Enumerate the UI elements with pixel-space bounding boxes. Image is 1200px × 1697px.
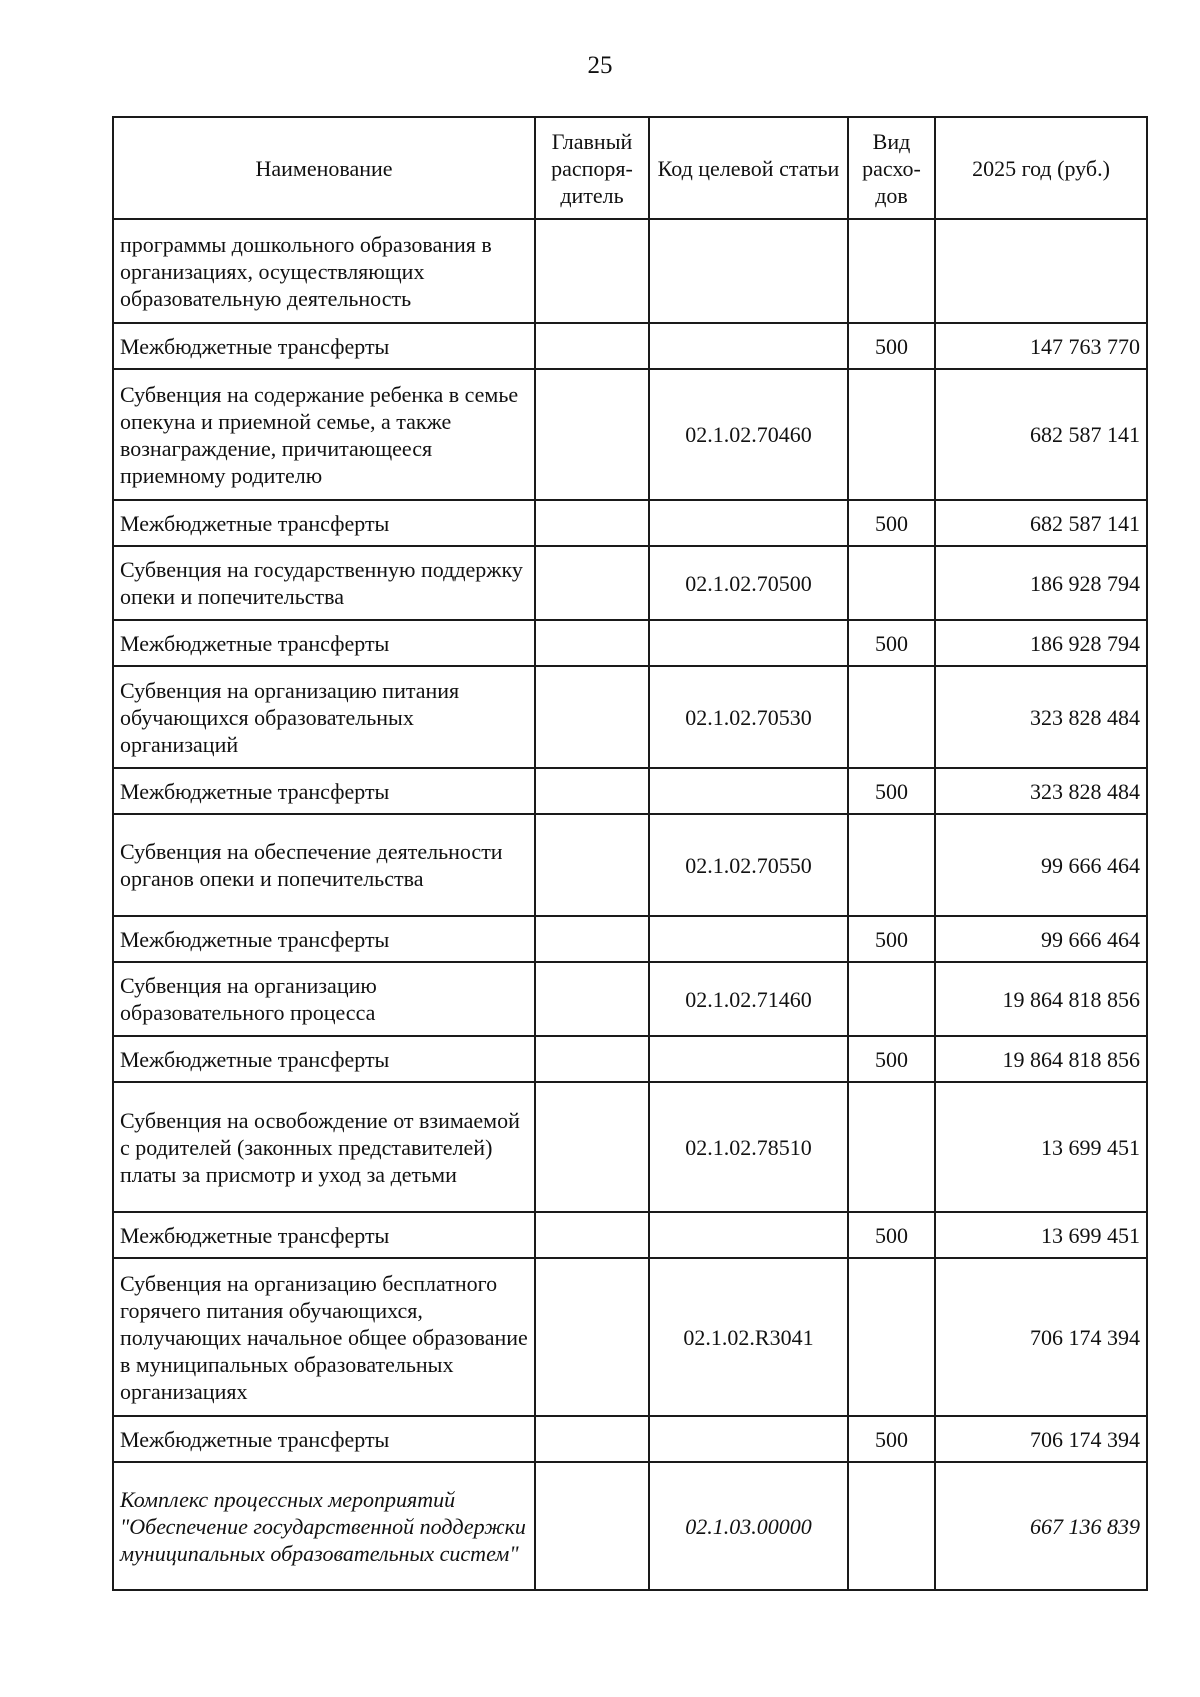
cell-name: Субвенция на освобождение от взимаемой с родителей (законных представителей) платы за присмотр и уход за детьми <box>113 1082 535 1212</box>
cell-amount: 706 174 394 <box>935 1416 1147 1462</box>
cell-type <box>848 369 935 500</box>
cell-name: Субвенция на обеспечение деятельности органов опеки и попечительства <box>113 814 535 916</box>
cell-type <box>848 666 935 768</box>
cell-manager <box>535 500 649 546</box>
page-number: 25 <box>587 52 613 79</box>
cell-name: программы дошкольного образования в организациях, осуществляющих образовательную деятельность <box>113 219 535 323</box>
cell-manager <box>535 323 649 369</box>
cell-manager <box>535 219 649 323</box>
table-row <box>113 500 1147 546</box>
cell-manager <box>535 1416 649 1462</box>
cell-amount: 706 174 394 <box>935 1258 1147 1416</box>
cell-amount: 682 587 141 <box>935 500 1147 546</box>
table-row <box>113 1082 1147 1212</box>
cell-code: 02.1.02.70460 <box>649 369 848 500</box>
table-row <box>113 1258 1147 1416</box>
cell-amount: 19 864 818 856 <box>935 962 1147 1036</box>
cell-code <box>649 1212 848 1258</box>
cell-name: Субвенция на организацию питания обучающихся образовательных организаций <box>113 666 535 768</box>
cell-manager <box>535 768 649 814</box>
cell-code <box>649 219 848 323</box>
cell-amount: 13 699 451 <box>935 1212 1147 1258</box>
cell-manager <box>535 1212 649 1258</box>
header-amount: 2025 год (руб.) <box>935 117 1147 219</box>
cell-name: Межбюджетные трансферты <box>113 500 535 546</box>
cell-code <box>649 768 848 814</box>
cell-code <box>649 916 848 962</box>
cell-name: Межбюджетные трансферты <box>113 916 535 962</box>
cell-type: 500 <box>848 620 935 666</box>
cell-amount: 323 828 484 <box>935 666 1147 768</box>
cell-amount: 99 666 464 <box>935 916 1147 962</box>
cell-code <box>649 323 848 369</box>
table-header-row <box>113 117 1147 219</box>
cell-manager <box>535 546 649 620</box>
cell-code <box>649 500 848 546</box>
cell-amount: 186 928 794 <box>935 620 1147 666</box>
cell-name: Субвенция на содержание ребенка в семье опекуна и приемной семье, а также вознаграждение, причитающееся приемному родителю <box>113 369 535 500</box>
cell-manager <box>535 1036 649 1082</box>
cell-code: 02.1.03.00000 <box>649 1462 848 1590</box>
cell-name: Межбюджетные трансферты <box>113 1416 535 1462</box>
cell-code: 02.1.02.70550 <box>649 814 848 916</box>
cell-manager <box>535 962 649 1036</box>
cell-type: 500 <box>848 323 935 369</box>
cell-code <box>649 1036 848 1082</box>
cell-name: Межбюджетные трансферты <box>113 620 535 666</box>
cell-name: Субвенция на организацию образовательного процесса <box>113 962 535 1036</box>
budget-table <box>112 116 1148 1591</box>
table-body <box>113 219 1147 1590</box>
cell-code <box>649 1416 848 1462</box>
cell-manager <box>535 916 649 962</box>
table-row <box>113 1212 1147 1258</box>
cell-type: 500 <box>848 1212 935 1258</box>
table-row <box>113 620 1147 666</box>
cell-type: 500 <box>848 1036 935 1082</box>
table-row <box>113 962 1147 1036</box>
cell-type <box>848 1462 935 1590</box>
cell-name: Межбюджетные трансферты <box>113 768 535 814</box>
table-row <box>113 814 1147 916</box>
cell-amount: 682 587 141 <box>935 369 1147 500</box>
cell-manager <box>535 620 649 666</box>
cell-name: Комплекс процессных мероприятий "Обеспечение государственной поддержки муниципальных образовательных систем" <box>113 1462 535 1590</box>
cell-type: 500 <box>848 916 935 962</box>
cell-code: 02.1.02.71460 <box>649 962 848 1036</box>
header-type: Вид расхо-дов <box>848 117 935 219</box>
cell-type <box>848 1258 935 1416</box>
cell-type: 500 <box>848 768 935 814</box>
cell-type: 500 <box>848 500 935 546</box>
table-row <box>113 323 1147 369</box>
cell-type <box>848 814 935 916</box>
cell-amount: 667 136 839 <box>935 1462 1147 1590</box>
cell-type <box>848 219 935 323</box>
cell-code: 02.1.02.70500 <box>649 546 848 620</box>
table-row <box>113 1416 1147 1462</box>
table-row <box>113 1462 1147 1590</box>
header-name: Наименование <box>113 117 535 219</box>
cell-amount: 147 763 770 <box>935 323 1147 369</box>
cell-type <box>848 1082 935 1212</box>
cell-amount: 19 864 818 856 <box>935 1036 1147 1082</box>
cell-manager <box>535 1462 649 1590</box>
cell-name: Межбюджетные трансферты <box>113 323 535 369</box>
header-code: Код целевой статьи <box>649 117 848 219</box>
table-row <box>113 1036 1147 1082</box>
cell-code: 02.1.02.70530 <box>649 666 848 768</box>
cell-type <box>848 546 935 620</box>
table-row <box>113 768 1147 814</box>
cell-manager <box>535 666 649 768</box>
cell-code: 02.1.02.78510 <box>649 1082 848 1212</box>
cell-amount <box>935 219 1147 323</box>
cell-name: Межбюджетные трансферты <box>113 1212 535 1258</box>
cell-name: Субвенция на государственную поддержку опеки и попечительства <box>113 546 535 620</box>
cell-amount: 13 699 451 <box>935 1082 1147 1212</box>
cell-manager <box>535 1258 649 1416</box>
table-row <box>113 916 1147 962</box>
table-row <box>113 666 1147 768</box>
cell-manager <box>535 369 649 500</box>
cell-name: Межбюджетные трансферты <box>113 1036 535 1082</box>
cell-type <box>848 962 935 1036</box>
cell-amount: 186 928 794 <box>935 546 1147 620</box>
cell-type: 500 <box>848 1416 935 1462</box>
cell-code <box>649 620 848 666</box>
cell-amount: 323 828 484 <box>935 768 1147 814</box>
cell-name: Субвенция на организацию бесплатного горячего питания обучающихся, получающих начальное общее образование в муниципальных образовательных организациях <box>113 1258 535 1416</box>
header-manager: Главный распоря-дитель <box>535 117 649 219</box>
table-row <box>113 369 1147 500</box>
cell-manager <box>535 1082 649 1212</box>
cell-code: 02.1.02.R3041 <box>649 1258 848 1416</box>
table-row <box>113 546 1147 620</box>
cell-amount: 99 666 464 <box>935 814 1147 916</box>
table-row <box>113 219 1147 323</box>
cell-manager <box>535 814 649 916</box>
